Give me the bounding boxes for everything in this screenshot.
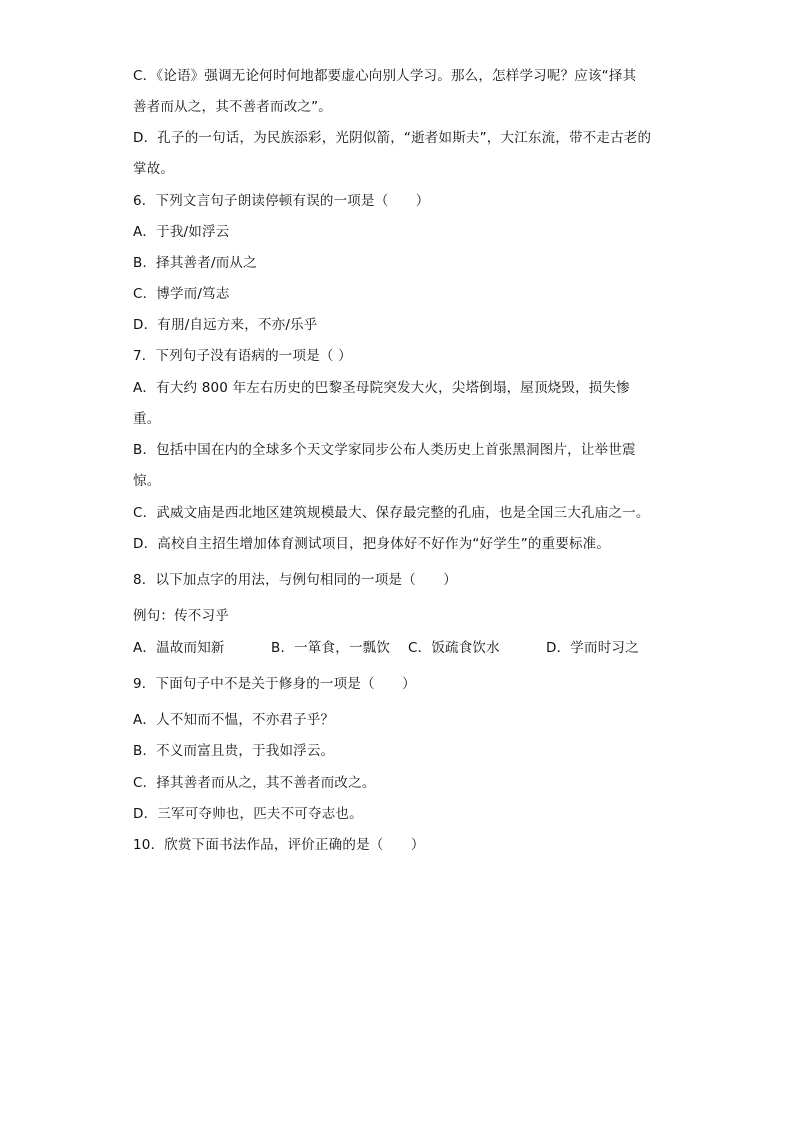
- q8-option-b: B．一箪食，一瓢饮: [271, 640, 391, 656]
- q6-option-d: D．有朋/自远方来，不亦/乐乎: [133, 317, 318, 333]
- q7-option-a-line1: A．有大约 800 年左右历史的巴黎圣母院突发大火，尖塔倒塌，屋顶烧毁，损失惨: [133, 380, 630, 396]
- q5-option-d-line1: D．孔子的一句话，为民族添彩，光阴似箭，“逝者如斯夫”，大江东流，带不走古老的: [133, 130, 652, 146]
- q9-stem: 9．下面句子中不是关于修身的一项是（ ）: [133, 676, 416, 692]
- q8-stem: 8．以下加点字的用法，与例句相同的一项是（ ）: [133, 572, 457, 588]
- q5-option-c-line1: C．《论语》强调无论何时何地都要虚心向别人学习。那么，怎样学习呢？应该“择其: [133, 68, 637, 84]
- q10-stem: 10．欣赏下面书法作品，评价正确的是（ ）: [133, 837, 425, 853]
- q7-option-b-line1: B．包括中国在内的全球多个天文学家同步公布人类历史上首张黑洞图片，让举世震: [133, 442, 636, 458]
- q9-option-b: B．不义而富且贵，于我如浮云。: [133, 743, 335, 759]
- q5-option-d-line2: 掌故。: [133, 161, 175, 177]
- q7-option-d: D．高校自主招生增加体育测试项目，把身体好不好作为“好学生”的重要标准。: [133, 536, 611, 552]
- q8-option-c: C．饭疏食饮水: [408, 640, 500, 656]
- q8-option-d: D．学而时习之: [546, 640, 639, 656]
- q7-option-a-line2: 重。: [133, 411, 161, 427]
- q7-option-b-line2: 惊。: [133, 473, 161, 489]
- q6-option-b: B．择其善者/而从之: [133, 255, 257, 271]
- q9-option-a: A．人不知而不愠，不亦君子乎？: [133, 712, 335, 728]
- q6-option-a: A．于我/如浮云: [133, 224, 230, 240]
- q7-option-c: C．武威文庙是西北地区建筑规模最大、保存最完整的孔庙，也是全国三大孔庙之一。: [133, 505, 650, 521]
- q6-stem: 6．下列文言句子朗读停顿有误的一项是（ ）: [133, 193, 430, 209]
- q8-options-row: [133, 639, 653, 657]
- q9-option-c: C．择其善者而从之，其不善者而改之。: [133, 775, 376, 791]
- q9-option-d: D．三军可夺帅也，匹夫不可夺志也。: [133, 806, 363, 822]
- q8-example: 例句：传不习乎: [133, 608, 229, 624]
- q8-option-a: A．温故而知新: [133, 640, 225, 656]
- q5-option-c-line2: 善者而从之，其不善者而改之”。: [133, 99, 332, 115]
- q6-option-c: C．博学而/笃志: [133, 286, 230, 302]
- q7-stem: 7．下列句子没有语病的一项是（ ）: [133, 348, 352, 364]
